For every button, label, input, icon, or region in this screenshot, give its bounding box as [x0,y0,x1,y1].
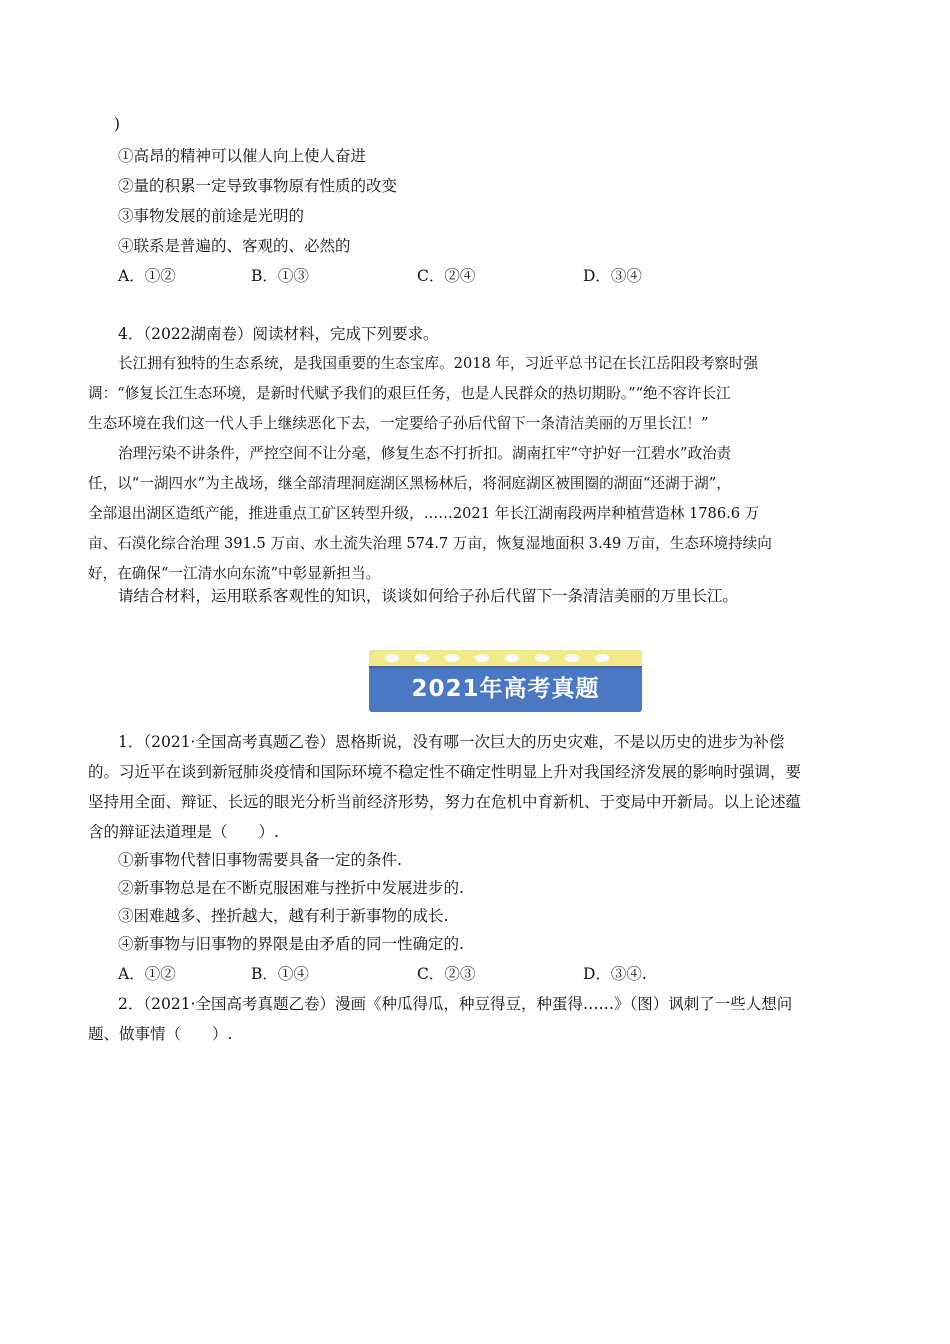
q3-option-a: A．①② [118,267,176,285]
q4-material-line-5: 任，以“一湖四水”为主战场，继全部清理洞庭湖区黑杨林后，将洞庭湖区被围圈的湖面“还湖于湖”， [88,475,731,492]
q4-material-line-7: 亩、石漠化综合治理 391.5 万亩、水土流失治理 574.7 万亩，恢复湿地面积 3.49 万亩，生态环境持续向 [88,535,772,552]
q2021-1-option-d: D．③④. [583,965,647,983]
q3-statement-3: ③事物发展的前途是光明的 [118,207,305,225]
q2021-1-statement-1: ①新事物代替旧事物需要具备一定的条件. [118,851,402,869]
q4-heading: 4．（2022湖南卷）阅读材料，完成下列要求。 [118,325,439,343]
q2021-1-option-c: C．②③ [417,965,476,983]
q4-material-line-2: 调：“修复长江生态环境，是新时代赋予我们的艰巨任务，也是人民群众的热切期盼。”“绝不容许长江 [88,385,731,402]
q3-option-c: C．②④ [417,267,476,285]
q2021-1-statement-3: ③困难越多、挫折越大，越有利于新事物的成长. [118,907,449,925]
banner-dot [385,654,399,662]
section-banner [369,650,642,712]
q2021-1-option-b: B．①④ [251,965,309,983]
q2021-1-line-4: 含的辩证法道理是（ ）. [88,823,279,841]
q3-option-b: B．①③ [251,267,309,285]
q2021-1-statement-4: ④新事物与旧事物的界限是由矛盾的同一性确定的. [118,935,464,953]
banner-dot [505,654,519,662]
q2021-1-line-3: 坚持用全面、辩证、长远的眼光分析当前经济形势，努力在危机中育新机、于变局中开新局。以上论述蕴 [88,793,802,811]
banner-dot [475,654,489,662]
q2021-2-line-1: 2．（2021·全国高考真题乙卷）漫画《种瓜得瓜，种豆得豆，种蛋得……》（图）讽刺了一些人想问 [118,995,793,1013]
q3-statement-2: ②量的积累一定导致事物原有性质的改变 [118,177,398,195]
q3-closing-paren: ) [114,115,121,133]
banner-dot [595,654,609,662]
banner-dot [535,654,549,662]
q4-material-line-8: 好，在确保“一江清水向东流”中彰显新担当。 [88,565,381,582]
q3-statement-4: ④联系是普遍的、客观的、必然的 [118,237,351,255]
q3-statement-1: ①高昂的精神可以催人向上使人奋进 [118,147,367,165]
q2021-1-line-1: 1．（2021·全国高考真题乙卷）恩格斯说，没有哪一次巨大的历史灾难，不是以历史的进步为补偿 [118,733,785,751]
banner-dot [565,654,579,662]
q4-material-line-6: 全部退出湖区造纸产能，推进重点工矿区转型升级，……2021 年长江湖南段两岸种植营造林 1786.6 万 [88,505,760,522]
banner-top-strip [369,650,642,668]
q4-material-line-3: 生态环境在我们这一代人手上继续恶化下去，一定要给子孙后代留下一条清洁美丽的万里长江！” [88,415,709,432]
q2021-2-line-2: 题、做事情（ ）. [88,1025,233,1043]
q2021-1-line-2: 的。习近平在谈到新冠肺炎疫情和国际环境不稳定性不确定性明显上升对我国经济发展的影响时强调，要 [88,763,802,781]
banner-dot [415,654,429,662]
q4-material-line-1: 长江拥有独特的生态系统，是我国重要的生态宝库。2018 年，习近平总书记在长江岳阳段考察时强 [118,355,759,372]
q3-option-d: D．③④ [583,267,642,285]
banner-dot [445,654,459,662]
section-title: 2021年高考真题 [411,676,600,702]
q4-prompt: 请结合材料，运用联系客观性的知识，谈谈如何给子孙后代留下一条清洁美丽的万里长江。 [118,587,739,605]
q2021-1-statement-2: ②新事物总是在不断克服困难与挫折中发展进步的. [118,879,464,897]
q4-material-line-4: 治理污染不讲条件，严控空间不让分毫，修复生态不打折扣。湖南扛牢“守护好一江碧水”政治责 [118,445,732,462]
q2021-1-option-a: A．①② [118,965,176,983]
